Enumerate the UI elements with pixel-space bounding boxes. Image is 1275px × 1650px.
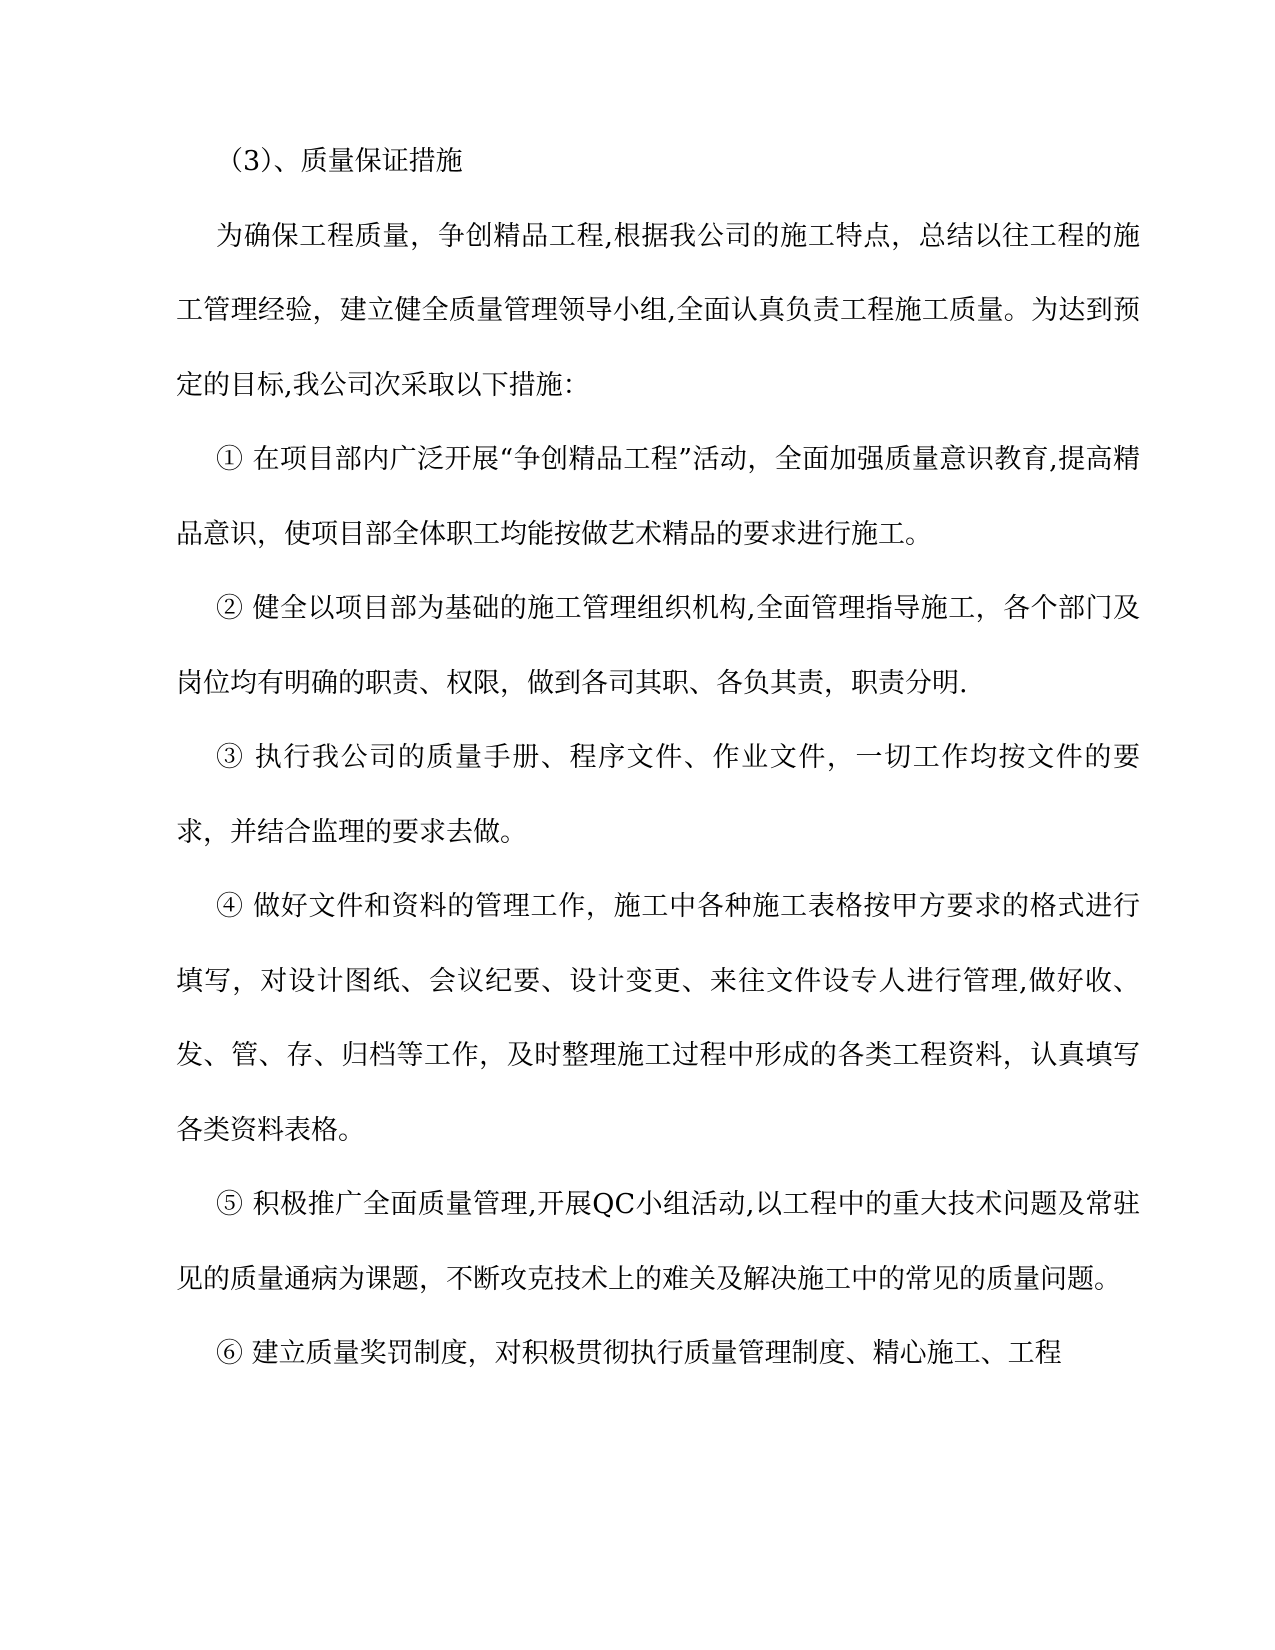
measure-5-paragraph: ⑤ 积极推广全面质量管理,开展QC小组活动,以工程中的重大技术问题及常驻见的质量通病为课题，不断攻克技术上的难关及解决施工中的常见的质量问题。 [176, 1189, 1140, 1295]
measure-4-paragraph: ④ 做好文件和资料的管理工作，施工中各种施工表格按甲方要求的格式进行填写，对设计图纸、会议纪要、设计变更、来往文件设专人进行管理,做好收、发、管、存、归档等工作，及时整理施工过程中形成的各类工程资料，认真填写各类资料表格。 [176, 891, 1140, 1146]
document-body [176, 125, 1140, 1392]
measure-1-paragraph: ① 在项目部内广泛开展“争创精品工程”活动，全面加强质量意识教育,提高精品意识，使项目部全体职工均能按做艺术精品的要求进行施工。 [176, 444, 1140, 550]
measure-3-paragraph: ③ 执行我公司的质量手册、程序文件、作业文件，一切工作均按文件的要求，并结合监理的要求去做。 [176, 742, 1140, 848]
section-heading: （3）、质量保证措施 [216, 146, 463, 177]
measure-2-paragraph: ② 健全以项目部为基础的施工管理组织机构,全面管理指导施工，各个部门及岗位均有明确的职责、权限，做到各司其职、各负其责，职责分明. [176, 593, 1140, 699]
intro-paragraph: 为确保工程质量，争创精品工程,根据我公司的施工特点，总结以往工程的施工管理经验，建立健全质量管理领导小组,全面认真负责工程施工质量。为达到预定的目标,我公司次采取以下措施： [176, 220, 1140, 401]
measure-6-paragraph: ⑥ 建立质量奖罚制度，对积极贯彻执行质量管理制度、精心施工、工程 [216, 1338, 1062, 1369]
